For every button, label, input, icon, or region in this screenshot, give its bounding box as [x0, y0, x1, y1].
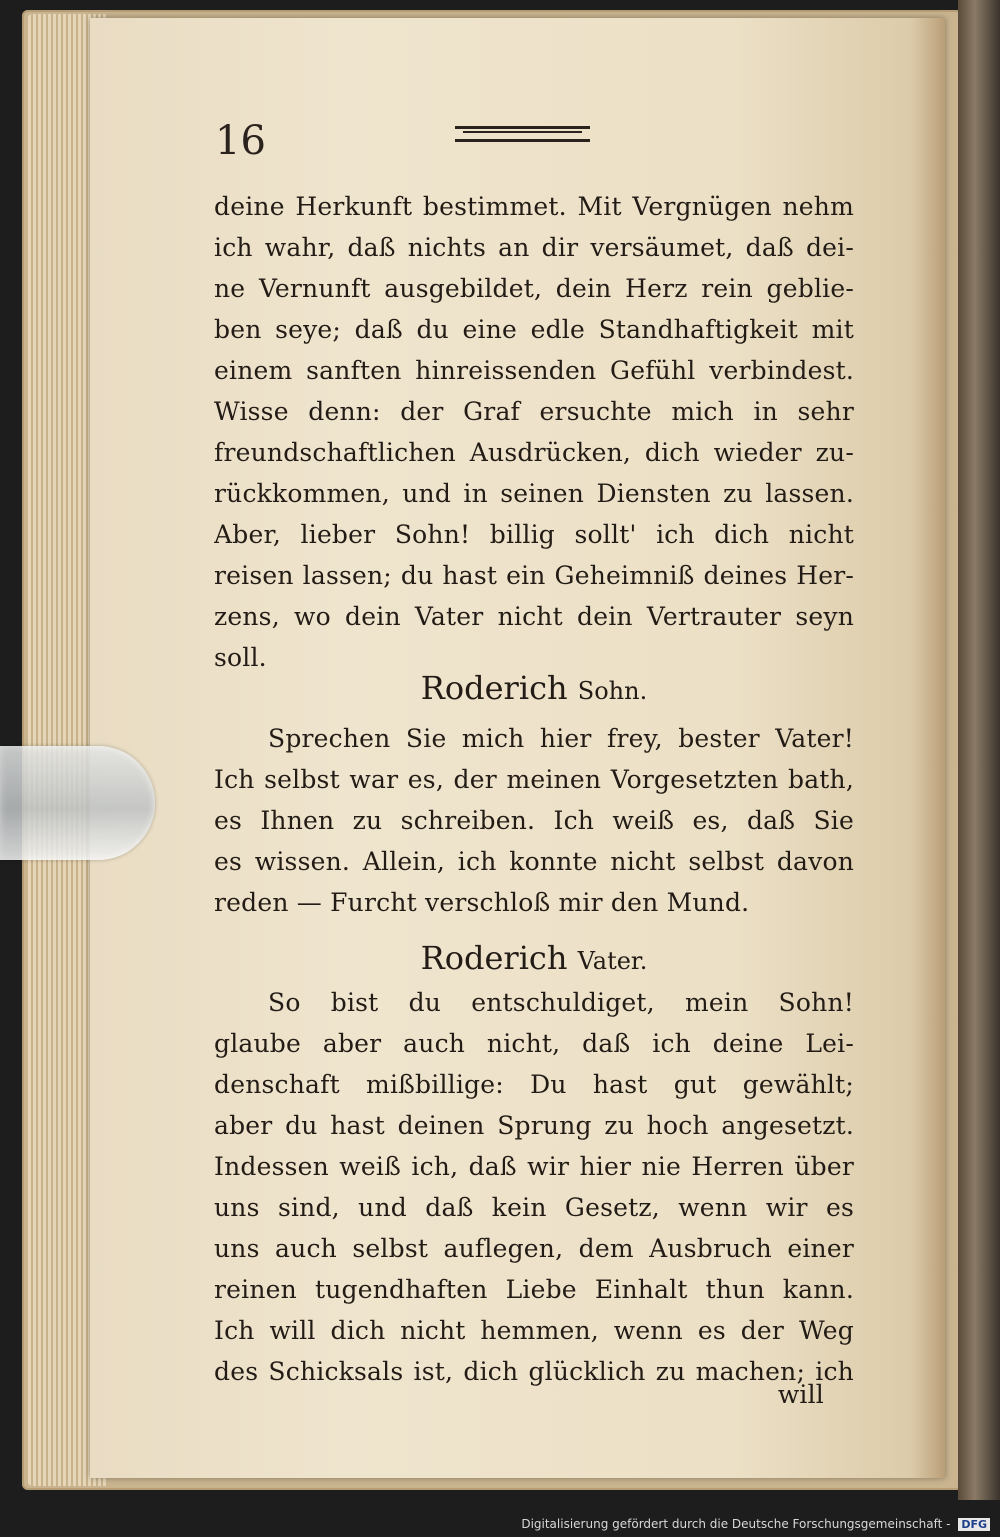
- text-line: Wisse denn: der Graf ersuchte mich in sehr: [214, 397, 854, 426]
- text-line: freundschaftlichen Ausdrücken, dich wieder zu-: [214, 438, 854, 467]
- text-line: es Ihnen zu schreiben. Ich weiß es, daß Sie: [214, 806, 854, 835]
- text-line: uns auch selbst auflegen, dem Ausbruch einer: [214, 1234, 854, 1263]
- text-line: reinen tugendhaften Liebe Einhalt thun kann.: [214, 1275, 854, 1304]
- speaker-heading-1: [214, 666, 854, 713]
- speaker-heading-2: [214, 936, 854, 983]
- text-line: uns sind, und daß kein Gesetz, wenn wir es: [214, 1193, 854, 1222]
- text-line: reden — Furcht verschloß mir den Mund.: [214, 888, 750, 917]
- text-line: Sprechen Sie mich hier frey, bester Vater!: [268, 724, 854, 753]
- dfg-logo: DFG: [958, 1518, 990, 1531]
- text-line: rückkommen, und in seinen Diensten zu lassen.: [214, 479, 854, 508]
- text-line: soll.: [214, 643, 267, 672]
- speaker-role: Vater.: [577, 947, 648, 975]
- digitization-footer: [521, 1517, 990, 1531]
- paragraph-1: [214, 186, 854, 678]
- text-line: ich wahr, daß nichts an dir versäumet, daß dei-: [214, 233, 854, 262]
- text-line: So bist du entschuldiget, mein Sohn!: [268, 988, 854, 1017]
- text-line: glaube aber auch nicht, daß ich deine Lei-: [214, 1029, 854, 1058]
- text-line: reisen lassen; du hast ein Geheimniß deines Her-: [214, 561, 854, 590]
- catchword: will: [777, 1380, 824, 1409]
- page-number: 16: [215, 118, 266, 164]
- text-line: es wissen. Allein, ich konnte nicht selbst davon: [214, 847, 854, 876]
- text-line: zens, wo dein Vater nicht dein Vertrauter seyn: [214, 602, 854, 631]
- text-line: Ich selbst war es, der meinen Vorgesetzten bath,: [214, 765, 854, 794]
- facing-page-edge: [958, 0, 1000, 1500]
- text-line: Ich will dich nicht hemmen, wenn es der Weg: [214, 1316, 854, 1345]
- text-line: deine Herkunft bestimmet. Mit Vergnügen nehm: [214, 192, 854, 221]
- text-line: einem sanften hinreissenden Gefühl verbindest.: [214, 356, 854, 385]
- speaker-name: Roderich: [420, 669, 568, 707]
- text-line: aber du hast deinen Sprung zu hoch angesetzt.: [214, 1111, 854, 1140]
- paragraph-2: [214, 718, 854, 923]
- text-line: Indessen weiß ich, daß wir hier nie Herren über: [214, 1152, 854, 1181]
- text-line: denschaft mißbillige: Du hast gut gewählt;: [214, 1070, 854, 1099]
- footer-text: Digitalisierung gefördert durch die Deutsche Forschungsgemeinschaft -: [521, 1517, 951, 1531]
- page-clip: [0, 746, 155, 860]
- speaker-role: Sohn.: [577, 677, 648, 705]
- speaker-name: Roderich: [420, 939, 568, 977]
- text-line: des Schicksals ist, dich glücklich zu machen; ich: [214, 1357, 854, 1386]
- catchword-block: [214, 1374, 854, 1415]
- text-line: ne Vernunft ausgebildet, dein Herz rein geblie-: [214, 274, 854, 303]
- header-ornament: [455, 126, 590, 142]
- text-line: Aber, lieber Sohn! billig sollt' ich dich nicht: [214, 520, 854, 549]
- paragraph-3: [214, 982, 854, 1392]
- text-line: ben seye; daß du eine edle Standhaftigkeit mit: [214, 315, 854, 344]
